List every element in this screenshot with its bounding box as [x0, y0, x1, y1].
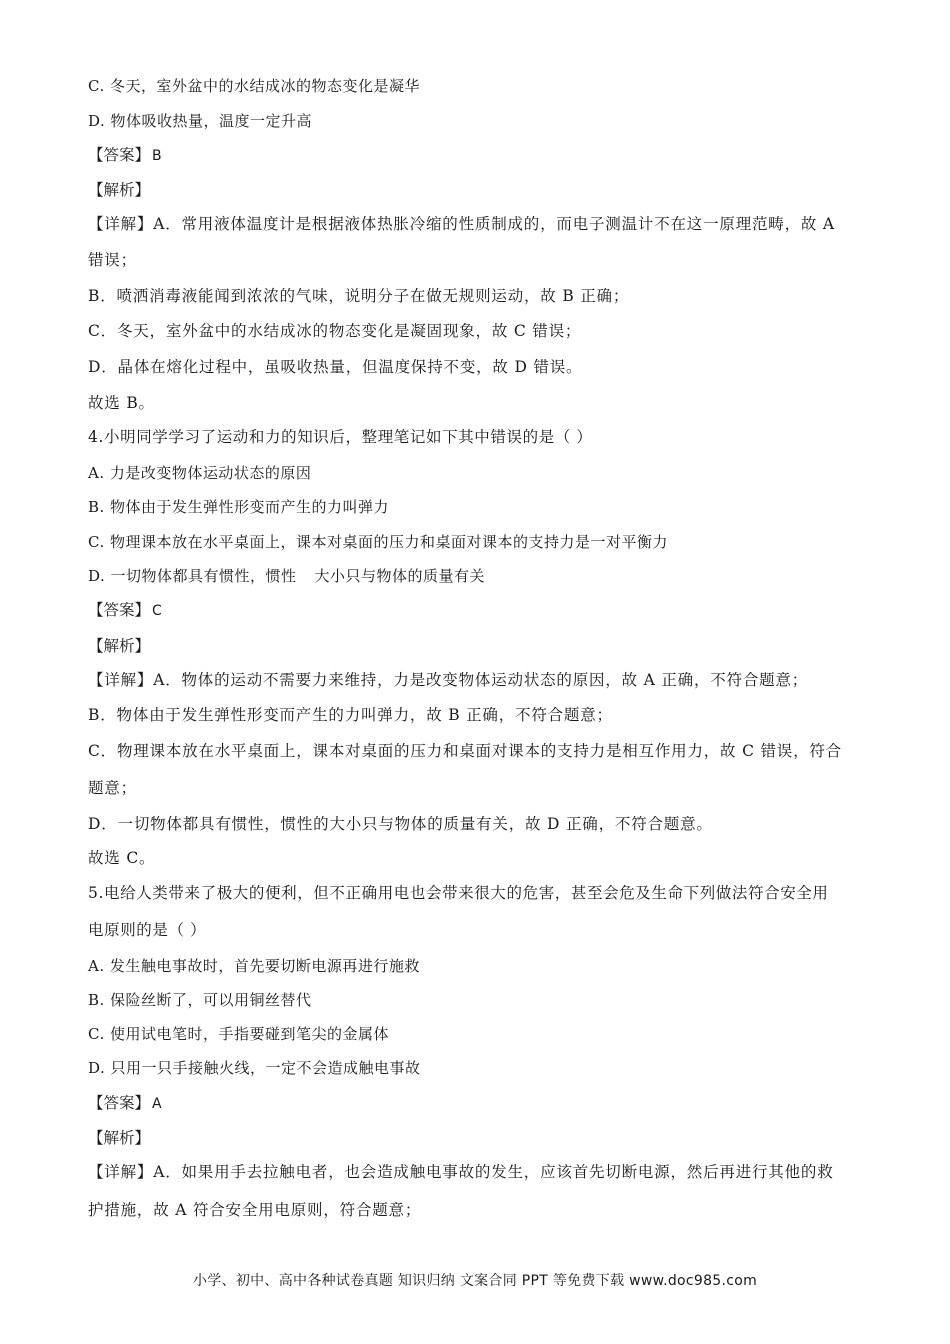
q4-detail-line: C．物理课本放在水平桌面上，课本对桌面的压力和桌面对课本的支持力是相互作用力，故 C 错误，符合 — [88, 742, 842, 760]
q5-analysis-tag: 【解析】 — [88, 1129, 151, 1147]
q5-detail-line: 护措施，故 A 符合安全用电原则，符合题意； — [88, 1201, 422, 1219]
answer-tag: 【答案】 — [88, 146, 151, 164]
q5-detail-line: 【详解】A．如果用手去拉触电者，也会造成触电事故的发生，应该首先切断电源，然后再进行其他的救 — [88, 1163, 834, 1181]
q3-detail-line: 错误； — [88, 251, 137, 269]
q5-option-b: B. 保险丝断了，可以用铜丝替代 — [88, 991, 312, 1009]
answer-tag: 【答案】 — [88, 601, 151, 619]
q4-option-d-part1: D. 一切物体都具有惯性，惯性 — [88, 567, 297, 585]
q3-detail-line: 【详解】A．常用液体温度计是根据液体热胀冷缩的性质制成的，而电子测温计不在这一原理范畴，故 A — [88, 215, 835, 233]
q5-option-a: A. 发生触电事故时，首先要切断电源再进行施救 — [88, 957, 420, 975]
q3-detail-line: B．喷洒消毒液能闻到浓浓的气味，说明分子在做无规则运动，故 B 正确； — [88, 287, 630, 305]
q4-option-a: A. 力是改变物体运动状态的原因 — [88, 464, 312, 482]
q4-answer — [88, 598, 162, 623]
q4-option-d — [88, 564, 485, 588]
answer-tag: 【答案】 — [88, 1094, 151, 1112]
q4-conclusion: 故选 C。 — [88, 849, 156, 867]
q4-option-b: B. 物体由于发生弹性形变而产生的力叫弹力 — [88, 498, 390, 516]
q3-detail-line: D．晶体在熔化过程中，虽吸收热量，但温度保持不变，故 D 错误。 — [88, 358, 583, 376]
q4-detail-line: 【详解】A．物体的运动不需要力来维持，力是改变物体运动状态的原因，故 A 正确，不符合题意； — [88, 671, 809, 689]
q4-detail-line: D．一切物体都具有惯性，惯性的大小只与物体的质量有关，故 D 正确，不符合题意。 — [88, 815, 713, 833]
q4-detail-line: B．物体由于发生弹性形变而产生的力叫弹力，故 B 正确，不符合题意； — [88, 706, 613, 724]
q4-detail-line: 题意； — [88, 779, 137, 797]
q3-detail-line: C．冬天，室外盆中的水结成冰的物态变化是凝固现象，故 C 错误； — [88, 322, 582, 340]
answer-value: C — [152, 603, 162, 619]
q4-stem: 4.小明同学学习了运动和力的知识后，整理笔记如下其中错误的是（ ） — [88, 428, 593, 446]
page-footer: 小学、初中、高中各种试卷真题 知识归纳 文案合同 PPT 等免费下载 www.doc985.com — [192, 1273, 758, 1289]
q4-option-d-part2: 大小只与物体的质量有关 — [314, 567, 486, 585]
q5-stem-line: 5.电给人类带来了极大的便利，但不正确用电也会带来很大的危害，甚至会危及生命下列做法符合安全用 — [88, 884, 829, 902]
q5-option-c: C. 使用试电笔时，手指要碰到笔尖的金属体 — [88, 1025, 389, 1043]
q4-analysis-tag: 【解析】 — [88, 637, 151, 655]
q3-conclusion: 故选 B。 — [88, 394, 155, 412]
q5-answer — [88, 1091, 162, 1116]
q4-option-c: C. 物理课本放在水平桌面上，课本对桌面的压力和桌面对课本的支持力是一对平衡力 — [88, 533, 668, 551]
answer-value: A — [152, 1096, 162, 1112]
q3-answer — [88, 143, 162, 168]
q5-option-d: D. 只用一只手接触火线，一定不会造成触电事故 — [88, 1059, 421, 1077]
q5-stem-line: 电原则的是（ ） — [88, 921, 207, 939]
q3-option-d: D. 物体吸收热量，温度一定升高 — [88, 112, 313, 130]
q3-option-c: C. 冬天，室外盆中的水结成冰的物态变化是凝华 — [88, 77, 420, 95]
answer-value: B — [152, 148, 162, 164]
q3-analysis-tag: 【解析】 — [88, 181, 151, 199]
